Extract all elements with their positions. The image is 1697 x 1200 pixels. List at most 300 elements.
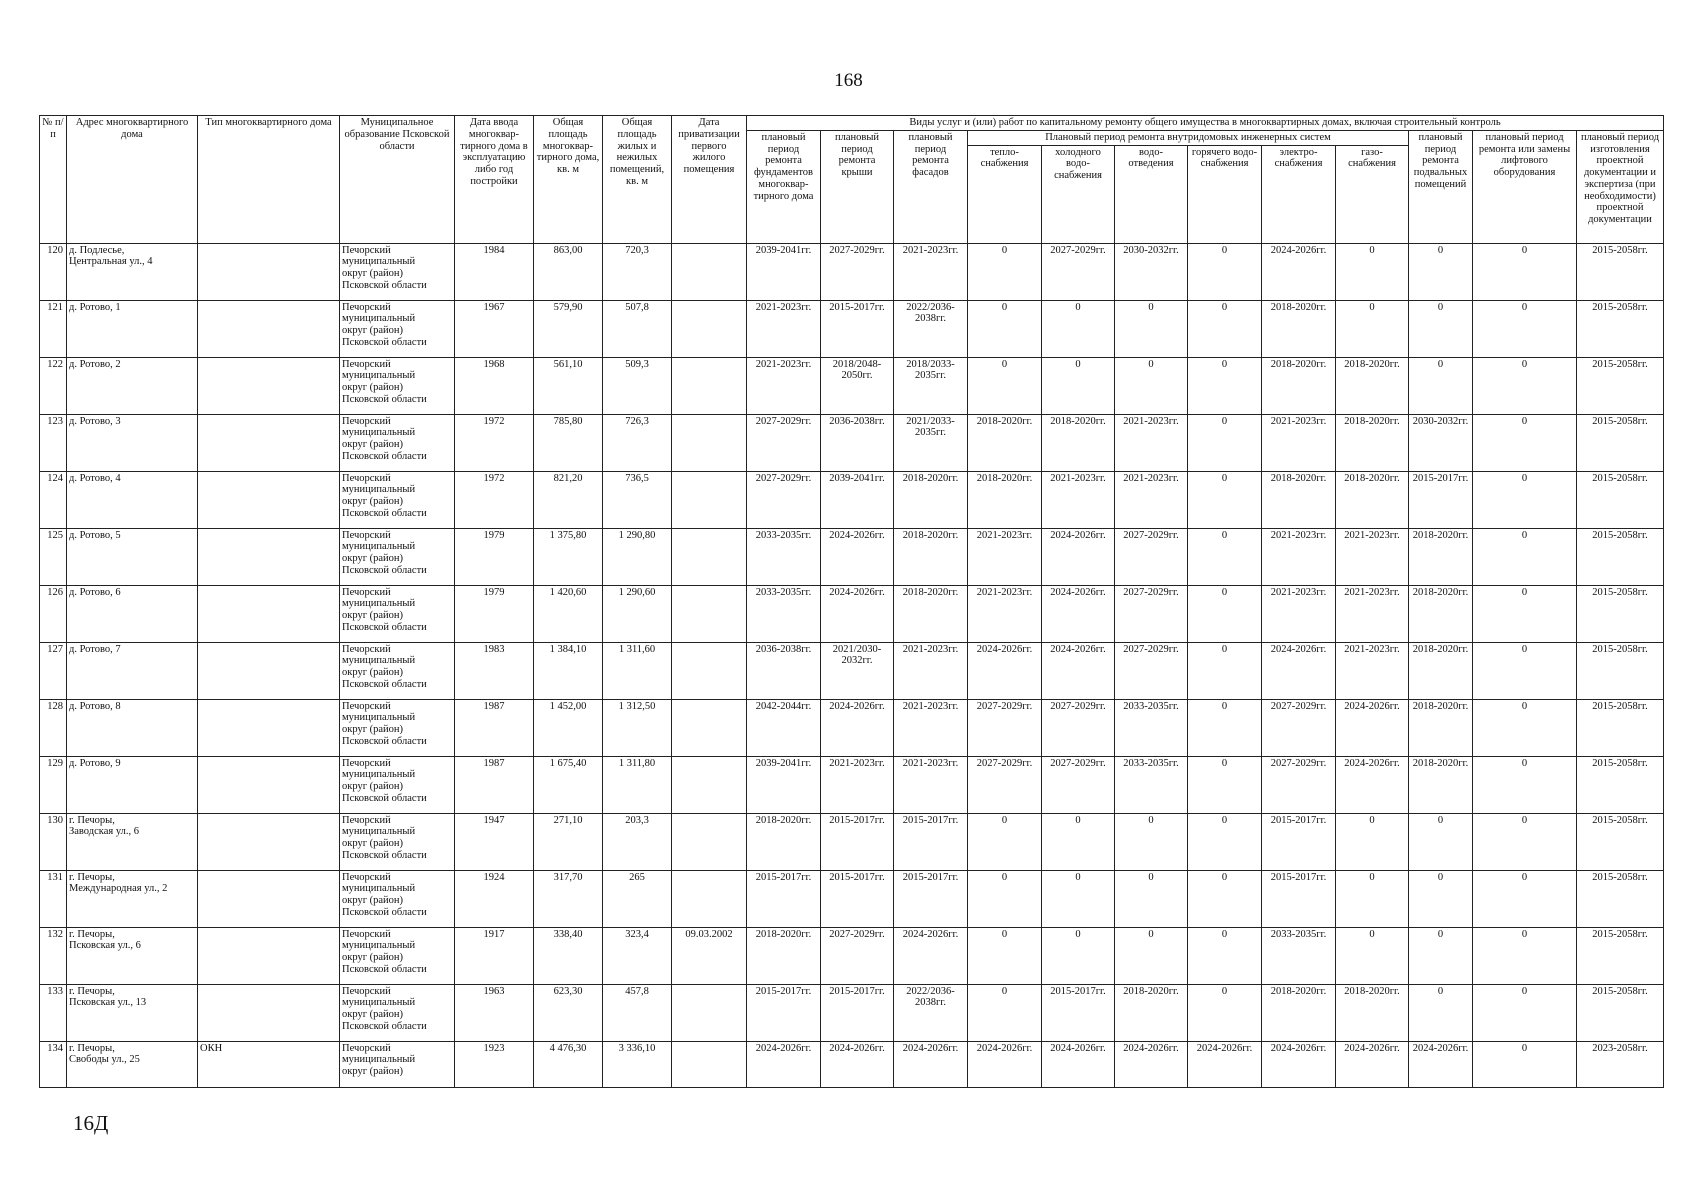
- municipality-line: Печорский: [342, 415, 391, 427]
- foundation-period-cell: 2021-2023гг.: [747, 357, 821, 414]
- basement-period-cell: 2018-2020гг.: [1409, 528, 1473, 585]
- col-facade-header: плановый период ремонта фасадов: [894, 130, 968, 243]
- address-cell: [67, 243, 198, 300]
- address-cell: [67, 357, 198, 414]
- drainage-period-cell: 2027-2029гг.: [1115, 585, 1188, 642]
- house-type-cell: [198, 414, 340, 471]
- municipality-line: муниципальный: [342, 370, 416, 382]
- col-living-area-header: Общая площадь жилых и нежилых помещений, кв. м: [603, 116, 672, 244]
- facade-period-cell: 2018/2033-2035гг.: [894, 357, 968, 414]
- elevator-period-cell: 0: [1473, 699, 1577, 756]
- municipality-line: Псковской области: [342, 735, 427, 747]
- total-area-cell: 4 476,30: [534, 1041, 603, 1087]
- design-period-cell: 2015-2058гг.: [1577, 357, 1664, 414]
- total-area-cell: 271,10: [534, 813, 603, 870]
- elevator-period-cell: 0: [1473, 642, 1577, 699]
- table-row: [40, 243, 1664, 300]
- roof-period-cell: 2027-2029гг.: [821, 927, 894, 984]
- gas-period-cell: 0: [1336, 243, 1409, 300]
- municipality-line: Псковской области: [342, 678, 427, 690]
- drainage-period-cell: 2033-2035гг.: [1115, 699, 1188, 756]
- electric-period-cell: 2018-2020гг.: [1262, 984, 1336, 1041]
- municipality-line: округ (район): [342, 781, 404, 792]
- basement-period-cell: 0: [1409, 927, 1473, 984]
- privatization-date-cell: [672, 357, 747, 414]
- facade-period-cell: 2022/2036-2038гг.: [894, 984, 968, 1041]
- row-number-cell: 131: [40, 870, 67, 927]
- commission-year-cell: 1968: [455, 357, 534, 414]
- municipality-cell: [340, 300, 455, 357]
- roof-period-cell: 2015-2017гг.: [821, 300, 894, 357]
- house-type-cell: [198, 756, 340, 813]
- design-period-cell: 2015-2058гг.: [1577, 756, 1664, 813]
- address-line-1: д. Ротово, 5: [69, 529, 121, 541]
- row-number-cell: 127: [40, 642, 67, 699]
- privatization-date-cell: [672, 813, 747, 870]
- municipality-line: Псковской области: [342, 1020, 427, 1032]
- address-line-2: Заводская ул., 6: [69, 826, 139, 838]
- facade-period-cell: 2024-2026гг.: [894, 1041, 968, 1087]
- facade-period-cell: 2015-2017гг.: [894, 813, 968, 870]
- municipality-line: муниципальный: [342, 655, 416, 667]
- elevator-period-cell: 0: [1473, 927, 1577, 984]
- cold-water-period-cell: 2027-2029гг.: [1042, 699, 1115, 756]
- municipality-line: округ (район): [342, 610, 404, 621]
- col-address-header: Адрес многоквартирного дома: [67, 116, 198, 244]
- total-area-cell: 561,10: [534, 357, 603, 414]
- basement-period-cell: 2018-2020гг.: [1409, 756, 1473, 813]
- elevator-period-cell: 0: [1473, 471, 1577, 528]
- municipality-cell: [340, 528, 455, 585]
- municipality-line: округ (район): [342, 439, 404, 450]
- roof-period-cell: 2015-2017гг.: [821, 870, 894, 927]
- municipality-line: округ (район): [342, 268, 404, 279]
- table-row: [40, 699, 1664, 756]
- row-number-cell: 122: [40, 357, 67, 414]
- col-commission-header: Дата ввода многоквар-тирного дома в эксплуатацию либо год постройки: [455, 116, 534, 244]
- privatization-date-cell: [672, 699, 747, 756]
- foundation-period-cell: 2039-2041гг.: [747, 243, 821, 300]
- privatization-date-cell: [672, 471, 747, 528]
- privatization-date-cell: [672, 1041, 747, 1087]
- footer-mark: 16Д: [73, 1111, 109, 1135]
- col-basement-header: плановый период ремонта подвальных помещений: [1409, 130, 1473, 243]
- municipality-cell: [340, 984, 455, 1041]
- house-type-cell: [198, 528, 340, 585]
- total-area-cell: 785,80: [534, 414, 603, 471]
- electric-period-cell: 2024-2026гг.: [1262, 243, 1336, 300]
- design-period-cell: 2015-2058гг.: [1577, 984, 1664, 1041]
- gas-period-cell: 2018-2020гг.: [1336, 984, 1409, 1041]
- living-area-cell: 509,3: [603, 357, 672, 414]
- municipality-line: Псковской области: [342, 564, 427, 576]
- heat-period-cell: 2018-2020гг.: [968, 471, 1042, 528]
- row-number-cell: 133: [40, 984, 67, 1041]
- drainage-period-cell: 2030-2032гг.: [1115, 243, 1188, 300]
- total-area-cell: 1 675,40: [534, 756, 603, 813]
- roof-period-cell: 2018/2048-2050гг.: [821, 357, 894, 414]
- col-municipality-header: Муниципальное образование Псковской области: [340, 116, 455, 244]
- total-area-cell: 1 420,60: [534, 585, 603, 642]
- heat-period-cell: 0: [968, 357, 1042, 414]
- foundation-period-cell: 2015-2017гг.: [747, 870, 821, 927]
- heat-period-cell: 2027-2029гг.: [968, 756, 1042, 813]
- row-number-cell: 123: [40, 414, 67, 471]
- foundation-period-cell: 2021-2023гг.: [747, 300, 821, 357]
- table-row: [40, 927, 1664, 984]
- municipality-cell: [340, 585, 455, 642]
- design-period-cell: 2015-2058гг.: [1577, 699, 1664, 756]
- privatization-date-cell: [672, 642, 747, 699]
- gas-period-cell: 2018-2020гг.: [1336, 414, 1409, 471]
- table-row: [40, 1041, 1664, 1087]
- col-drainage-header: водо-отведения: [1115, 145, 1188, 243]
- address-cell: [67, 813, 198, 870]
- privatization-date-cell: [672, 243, 747, 300]
- row-number-cell: 125: [40, 528, 67, 585]
- municipality-line: Печорский: [342, 871, 391, 883]
- table-row: [40, 756, 1664, 813]
- drainage-period-cell: 2021-2023гг.: [1115, 414, 1188, 471]
- house-type-cell: [198, 813, 340, 870]
- drainage-period-cell: 2033-2035гг.: [1115, 756, 1188, 813]
- hot-water-period-cell: 0: [1188, 300, 1262, 357]
- total-area-cell: 1 375,80: [534, 528, 603, 585]
- address-line-1: д. Ротово, 6: [69, 586, 121, 598]
- col-privatization-header: Дата приватизации первого жилого помещения: [672, 116, 747, 244]
- commission-year-cell: 1917: [455, 927, 534, 984]
- electric-period-cell: 2015-2017гг.: [1262, 870, 1336, 927]
- commission-year-cell: 1972: [455, 414, 534, 471]
- cold-water-period-cell: 2018-2020гг.: [1042, 414, 1115, 471]
- municipality-line: Псковской области: [342, 963, 427, 975]
- municipality-line: Псковской области: [342, 393, 427, 405]
- electric-period-cell: 2021-2023гг.: [1262, 414, 1336, 471]
- commission-year-cell: 1947: [455, 813, 534, 870]
- commission-year-cell: 1983: [455, 642, 534, 699]
- municipality-line: Псковской области: [342, 621, 427, 633]
- drainage-period-cell: 2027-2029гг.: [1115, 528, 1188, 585]
- municipality-line: округ (район): [342, 1009, 404, 1020]
- foundation-period-cell: 2033-2035гг.: [747, 528, 821, 585]
- design-period-cell: 2015-2058гг.: [1577, 585, 1664, 642]
- municipality-line: муниципальный: [342, 427, 416, 439]
- facade-period-cell: 2022/2036-2038гг.: [894, 300, 968, 357]
- municipality-line: Печорский: [342, 985, 391, 997]
- commission-year-cell: 1984: [455, 243, 534, 300]
- cold-water-period-cell: 2027-2029гг.: [1042, 243, 1115, 300]
- address-line-2: Псковская ул., 6: [69, 940, 141, 952]
- roof-period-cell: 2024-2026гг.: [821, 585, 894, 642]
- heat-period-cell: 0: [968, 870, 1042, 927]
- works-group-header: Виды услуг и (или) работ по капитальному ремонту общего имущества в многоквартирных домах, включая строительный контроль: [747, 116, 1664, 131]
- facade-period-cell: 2021-2023гг.: [894, 243, 968, 300]
- living-area-cell: 1 311,80: [603, 756, 672, 813]
- privatization-date-cell: [672, 414, 747, 471]
- page-number: 168: [834, 70, 863, 91]
- elevator-period-cell: 0: [1473, 585, 1577, 642]
- design-period-cell: 2015-2058гг.: [1577, 642, 1664, 699]
- row-number-cell: 124: [40, 471, 67, 528]
- foundation-period-cell: 2033-2035гг.: [747, 585, 821, 642]
- cold-water-period-cell: 0: [1042, 927, 1115, 984]
- municipality-cell: [340, 642, 455, 699]
- commission-year-cell: 1979: [455, 528, 534, 585]
- address-cell: [67, 984, 198, 1041]
- cold-water-period-cell: 2024-2026гг.: [1042, 1041, 1115, 1087]
- municipality-cell: [340, 357, 455, 414]
- gas-period-cell: 0: [1336, 927, 1409, 984]
- design-period-cell: 2015-2058гг.: [1577, 243, 1664, 300]
- drainage-period-cell: 0: [1115, 927, 1188, 984]
- roof-period-cell: 2021-2023гг.: [821, 756, 894, 813]
- house-type-cell: [198, 927, 340, 984]
- municipality-line: Псковской области: [342, 792, 427, 804]
- gas-period-cell: 0: [1336, 300, 1409, 357]
- row-number-cell: 126: [40, 585, 67, 642]
- cold-water-period-cell: 0: [1042, 813, 1115, 870]
- table-row: [40, 984, 1664, 1041]
- living-area-cell: 507,8: [603, 300, 672, 357]
- table-row: [40, 585, 1664, 642]
- elevator-period-cell: 0: [1473, 870, 1577, 927]
- address-line-1: г. Печоры,: [69, 985, 115, 997]
- col-roof-header: плановый период ремонта крыши: [821, 130, 894, 243]
- address-line-1: д. Подлесье,: [69, 244, 125, 256]
- elevator-period-cell: 0: [1473, 357, 1577, 414]
- electric-period-cell: 2018-2020гг.: [1262, 357, 1336, 414]
- address-line-1: д. Ротово, 4: [69, 472, 121, 484]
- hot-water-period-cell: 0: [1188, 414, 1262, 471]
- basement-period-cell: 0: [1409, 300, 1473, 357]
- privatization-date-cell: [672, 756, 747, 813]
- total-area-cell: 623,30: [534, 984, 603, 1041]
- cold-water-period-cell: 0: [1042, 300, 1115, 357]
- house-type-cell: [198, 300, 340, 357]
- roof-period-cell: 2027-2029гг.: [821, 243, 894, 300]
- municipality-line: Печорский: [342, 301, 391, 313]
- roof-period-cell: 2021/2030-2032гг.: [821, 642, 894, 699]
- table-row: [40, 813, 1664, 870]
- row-number-cell: 120: [40, 243, 67, 300]
- gas-period-cell: 0: [1336, 870, 1409, 927]
- foundation-period-cell: 2024-2026гг.: [747, 1041, 821, 1087]
- address-line-2: Псковская ул., 13: [69, 997, 147, 1009]
- heat-period-cell: 2021-2023гг.: [968, 528, 1042, 585]
- municipality-line: округ (район): [342, 553, 404, 564]
- municipality-line: Печорский: [342, 643, 391, 655]
- address-line-1: г. Печоры,: [69, 871, 115, 883]
- row-number-cell: 129: [40, 756, 67, 813]
- total-area-cell: 1 384,10: [534, 642, 603, 699]
- col-total-area-header: Общая площадь многоквар-тирного дома, кв. м: [534, 116, 603, 244]
- cold-water-period-cell: 2024-2026гг.: [1042, 642, 1115, 699]
- living-area-cell: 323,4: [603, 927, 672, 984]
- hot-water-period-cell: 0: [1188, 813, 1262, 870]
- drainage-period-cell: 2021-2023гг.: [1115, 471, 1188, 528]
- commission-year-cell: 1963: [455, 984, 534, 1041]
- col-electric-header: электро-снабжения: [1262, 145, 1336, 243]
- hot-water-period-cell: 0: [1188, 642, 1262, 699]
- hot-water-period-cell: 0: [1188, 471, 1262, 528]
- municipality-cell: [340, 813, 455, 870]
- elevator-period-cell: 0: [1473, 813, 1577, 870]
- hot-water-period-cell: 0: [1188, 243, 1262, 300]
- cold-water-period-cell: 2024-2026гг.: [1042, 528, 1115, 585]
- design-period-cell: 2015-2058гг.: [1577, 813, 1664, 870]
- hot-water-period-cell: 2024-2026гг.: [1188, 1041, 1262, 1087]
- hot-water-period-cell: 0: [1188, 699, 1262, 756]
- cold-water-period-cell: 2024-2026гг.: [1042, 585, 1115, 642]
- address-cell: [67, 471, 198, 528]
- roof-period-cell: 2036-2038гг.: [821, 414, 894, 471]
- address-cell: [67, 585, 198, 642]
- living-area-cell: 1 312,50: [603, 699, 672, 756]
- municipality-line: Печорский: [342, 244, 391, 256]
- municipality-line: Печорский: [342, 472, 391, 484]
- house-type-cell: [198, 243, 340, 300]
- house-type-cell: [198, 471, 340, 528]
- address-cell: [67, 1041, 198, 1087]
- municipality-line: муниципальный: [342, 883, 416, 895]
- municipality-line: Псковской области: [342, 507, 427, 519]
- address-cell: [67, 756, 198, 813]
- design-period-cell: 2015-2058гг.: [1577, 300, 1664, 357]
- electric-period-cell: 2027-2029гг.: [1262, 756, 1336, 813]
- basement-period-cell: 2024-2026гг.: [1409, 1041, 1473, 1087]
- municipality-line: муниципальный: [342, 997, 416, 1009]
- municipality-line: Печорский: [342, 814, 391, 826]
- total-area-cell: 579,90: [534, 300, 603, 357]
- electric-period-cell: 2021-2023гг.: [1262, 585, 1336, 642]
- row-number-cell: 134: [40, 1041, 67, 1087]
- house-type-cell: [198, 642, 340, 699]
- hot-water-period-cell: 0: [1188, 585, 1262, 642]
- hot-water-period-cell: 0: [1188, 870, 1262, 927]
- living-area-cell: 736,5: [603, 471, 672, 528]
- heat-period-cell: 0: [968, 984, 1042, 1041]
- municipality-line: Псковской области: [342, 849, 427, 861]
- municipality-line: Печорский: [342, 757, 391, 769]
- privatization-date-cell: [672, 984, 747, 1041]
- municipality-line: муниципальный: [342, 1054, 416, 1066]
- facade-period-cell: 2018-2020гг.: [894, 585, 968, 642]
- commission-year-cell: 1924: [455, 870, 534, 927]
- privatization-date-cell: 09.03.2002: [672, 927, 747, 984]
- living-area-cell: 1 290,60: [603, 585, 672, 642]
- address-cell: [67, 300, 198, 357]
- electric-period-cell: 2024-2026гг.: [1262, 1041, 1336, 1087]
- gas-period-cell: 0: [1336, 813, 1409, 870]
- address-cell: [67, 642, 198, 699]
- roof-period-cell: 2024-2026гг.: [821, 528, 894, 585]
- privatization-date-cell: [672, 300, 747, 357]
- total-area-cell: 863,00: [534, 243, 603, 300]
- col-cold-water-header: холодного водо-снабжения: [1042, 145, 1115, 243]
- address-line-1: д. Ротово, 2: [69, 358, 121, 370]
- hot-water-period-cell: 0: [1188, 528, 1262, 585]
- municipality-line: Псковской области: [342, 336, 427, 348]
- address-line-2: Центральная ул., 4: [69, 256, 153, 268]
- electric-period-cell: 2018-2020гг.: [1262, 300, 1336, 357]
- address-line-1: г. Печоры,: [69, 1042, 115, 1054]
- living-area-cell: 726,3: [603, 414, 672, 471]
- drainage-period-cell: 2024-2026гг.: [1115, 1041, 1188, 1087]
- living-area-cell: 1 290,80: [603, 528, 672, 585]
- foundation-period-cell: 2015-2017гг.: [747, 984, 821, 1041]
- municipality-line: округ (район): [342, 1066, 404, 1077]
- municipality-cell: [340, 927, 455, 984]
- address-line-1: г. Печоры,: [69, 814, 115, 826]
- total-area-cell: 317,70: [534, 870, 603, 927]
- gas-period-cell: 2018-2020гг.: [1336, 471, 1409, 528]
- basement-period-cell: 2018-2020гг.: [1409, 699, 1473, 756]
- municipality-line: муниципальный: [342, 712, 416, 724]
- electric-period-cell: 2015-2017гг.: [1262, 813, 1336, 870]
- row-number-cell: 132: [40, 927, 67, 984]
- col-design-header: плановый период изготовления проектной документации и экспертиза (при необходимости) проектной документации: [1577, 130, 1664, 243]
- heat-period-cell: 2021-2023гг.: [968, 585, 1042, 642]
- foundation-period-cell: 2027-2029гг.: [747, 471, 821, 528]
- col-foundation-header: плановый период ремонта фундаментов многоквар-тирного дома: [747, 130, 821, 243]
- living-area-cell: 3 336,10: [603, 1041, 672, 1087]
- foundation-period-cell: 2039-2041гг.: [747, 756, 821, 813]
- municipality-cell: [340, 414, 455, 471]
- foundation-period-cell: 2018-2020гг.: [747, 927, 821, 984]
- municipality-cell: [340, 870, 455, 927]
- heat-period-cell: 0: [968, 300, 1042, 357]
- design-period-cell: 2015-2058гг.: [1577, 870, 1664, 927]
- facade-period-cell: 2021-2023гг.: [894, 699, 968, 756]
- gas-period-cell: 2021-2023гг.: [1336, 585, 1409, 642]
- address-line-1: д. Ротово, 3: [69, 415, 121, 427]
- basement-period-cell: 0: [1409, 984, 1473, 1041]
- gas-period-cell: 2024-2026гг.: [1336, 756, 1409, 813]
- commission-year-cell: 1923: [455, 1041, 534, 1087]
- heat-period-cell: 0: [968, 813, 1042, 870]
- basement-period-cell: 2018-2020гг.: [1409, 642, 1473, 699]
- table-row: [40, 300, 1664, 357]
- commission-year-cell: 1967: [455, 300, 534, 357]
- commission-year-cell: 1987: [455, 699, 534, 756]
- address-cell: [67, 870, 198, 927]
- municipality-cell: [340, 1041, 455, 1087]
- row-number-cell: 121: [40, 300, 67, 357]
- table-row: [40, 642, 1664, 699]
- table-row: [40, 528, 1664, 585]
- basement-period-cell: 0: [1409, 357, 1473, 414]
- municipality-line: Псковской области: [342, 906, 427, 918]
- heat-period-cell: 2024-2026гг.: [968, 642, 1042, 699]
- roof-period-cell: 2024-2026гг.: [821, 1041, 894, 1087]
- cold-water-period-cell: 2027-2029гг.: [1042, 756, 1115, 813]
- municipality-line: Псковской области: [342, 279, 427, 291]
- total-area-cell: 821,20: [534, 471, 603, 528]
- total-area-cell: 338,40: [534, 927, 603, 984]
- cold-water-period-cell: 2021-2023гг.: [1042, 471, 1115, 528]
- facade-period-cell: 2018-2020гг.: [894, 471, 968, 528]
- commission-year-cell: 1972: [455, 471, 534, 528]
- hot-water-period-cell: 0: [1188, 984, 1262, 1041]
- facade-period-cell: 2021/2033-2035гг.: [894, 414, 968, 471]
- address-line-2: Свободы ул., 25: [69, 1054, 140, 1066]
- facade-period-cell: 2021-2023гг.: [894, 756, 968, 813]
- living-area-cell: 203,3: [603, 813, 672, 870]
- municipality-line: Печорский: [342, 700, 391, 712]
- basement-period-cell: 2018-2020гг.: [1409, 585, 1473, 642]
- living-area-cell: 457,8: [603, 984, 672, 1041]
- drainage-period-cell: 0: [1115, 357, 1188, 414]
